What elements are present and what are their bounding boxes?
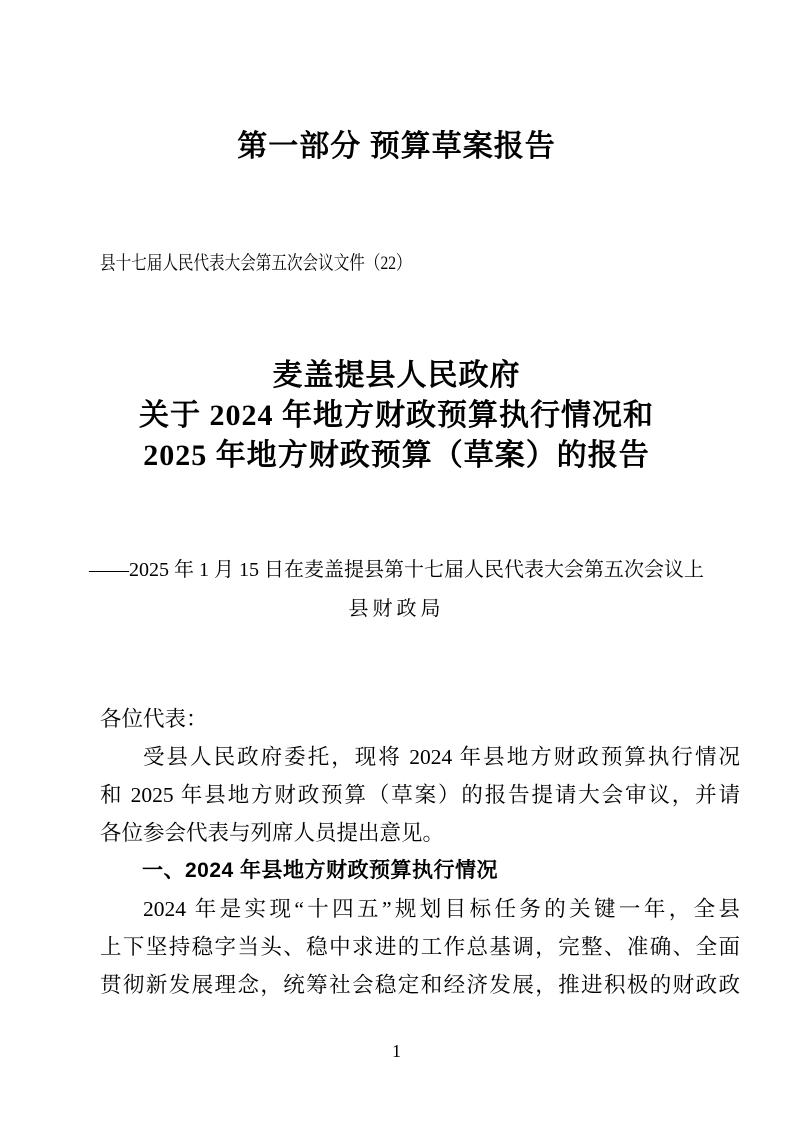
- report-title-line-3: 2025 年地方财政预算（草案）的报告: [143, 439, 650, 472]
- paragraph-1-line-3: 各位参会代表与列席人员提出意见。: [100, 821, 445, 845]
- section-1-heading: 一、2024 年县地方财政预算执行情况: [142, 859, 499, 882]
- paragraph-2-line-3: 贯彻新发展理念，统筹社会稳定和经济发展，推进积极的财政政: [100, 973, 740, 997]
- paragraph-2-line-2: 上下坚持稳字当头、稳中求进的工作总基调，完整、准确、全面: [100, 935, 740, 959]
- part-header-title: 第一部分 预算草案报告: [237, 130, 556, 163]
- report-title-line-1: 麦盖提县人民政府: [272, 359, 521, 392]
- report-presenter: 县财政局: [348, 598, 445, 620]
- report-title-line-2: 关于 2024 年地方财政预算执行情况和: [139, 399, 654, 432]
- report-body: [100, 700, 740, 1004]
- paragraph-2-line-1: 2024 年是实现“十四五”规划目标任务的关键一年，全县: [143, 897, 740, 921]
- page-number: 1: [392, 1041, 401, 1061]
- report-dateline: ——2025 年 1 月 15 日在麦盖提县第十七届人民代表大会第五次会议上: [89, 559, 704, 581]
- paragraph-1-line-2: 和 2025 年县地方财政预算（草案）的报告提请大会审议，并请: [100, 783, 740, 807]
- paragraph-1-line-1: 受县人民政府委托，现将 2024 年县地方财政预算执行情况: [143, 745, 740, 769]
- meeting-document-label: 县十七届人民代表大会第五次会议文件（22）: [100, 253, 412, 274]
- report-title: [0, 356, 793, 476]
- salutation: 各位代表：: [100, 707, 208, 731]
